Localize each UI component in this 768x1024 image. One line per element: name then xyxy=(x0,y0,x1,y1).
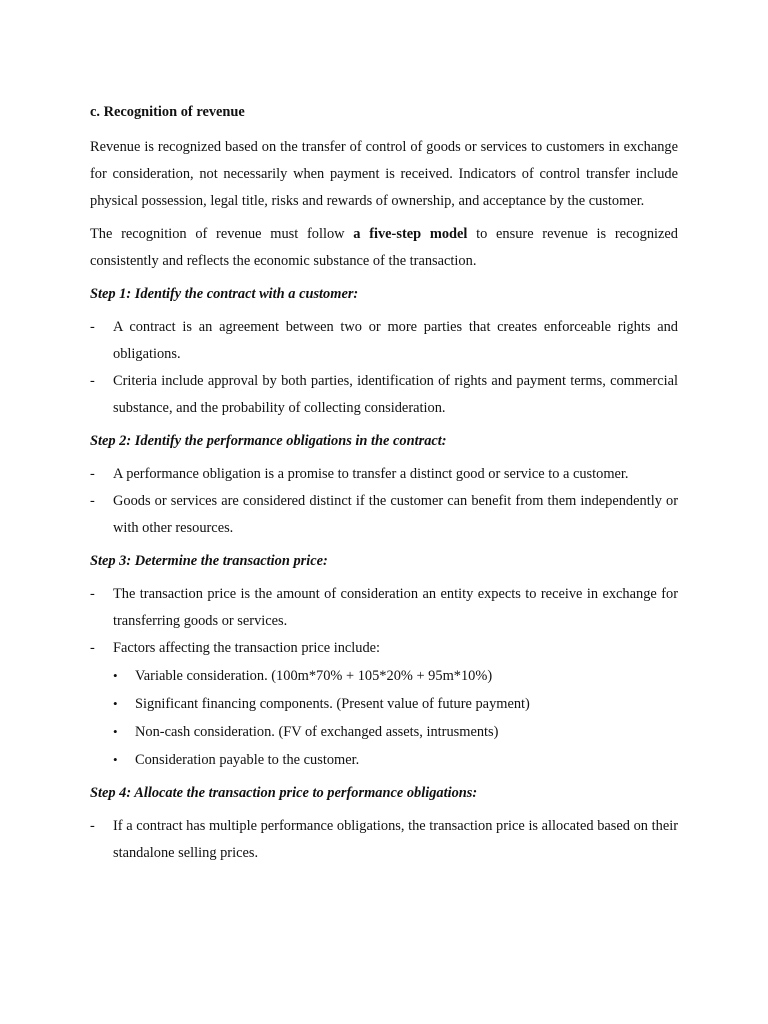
list-item-text: Goods or services are considered distinct if the customer can benefit from them independently or with other resources. xyxy=(113,493,678,536)
bullet-item xyxy=(90,662,678,690)
step-4-title: Step 4: Allocate the transaction price to performance obligations: xyxy=(90,785,478,801)
bullet-item-text: Non-cash consideration. (FV of exchanged assets, intrusments) xyxy=(135,724,499,740)
step-2-list xyxy=(90,461,678,542)
list-item-text: If a contract has multiple performance obligations, the transaction price is allocated based on their standalone selling prices. xyxy=(113,818,678,861)
list-item xyxy=(90,488,678,542)
step-1-list xyxy=(90,314,678,422)
five-step-paragraph xyxy=(90,221,678,275)
bullet-item-text: Consideration payable to the customer. xyxy=(135,752,360,768)
transaction-price-factors-list xyxy=(90,662,678,774)
list-item-text: Factors affecting the transaction price include: xyxy=(113,640,381,656)
five-step-model-emphasis: a five-step model xyxy=(353,226,468,242)
bullet-marker: • xyxy=(113,668,118,683)
section-heading: c. Recognition of revenue xyxy=(90,104,245,120)
dash-marker: - xyxy=(90,818,95,834)
document-page xyxy=(90,99,678,873)
dash-marker: - xyxy=(90,373,95,389)
step-1-title: Step 1: Identify the contract with a customer: xyxy=(90,286,359,302)
list-item-text: The transaction price is the amount of consideration an entity expects to receive in exchange for transferring goods or services. xyxy=(113,586,678,629)
step-3-title: Step 3: Determine the transaction price: xyxy=(90,553,328,569)
list-item xyxy=(90,635,678,774)
bullet-marker: • xyxy=(113,724,118,739)
paragraph-text-after: to ensure revenue is recognized consistently and reflects the economic substance of the transaction. xyxy=(90,226,678,269)
bullet-marker: • xyxy=(113,752,118,767)
step-4-list xyxy=(90,813,678,867)
paragraph-text-before: The recognition of revenue must follow xyxy=(90,226,354,242)
step-3-list xyxy=(90,581,678,774)
list-item xyxy=(90,368,678,422)
bullet-item xyxy=(90,718,678,746)
step-2-title: Step 2: Identify the performance obligations in the contract: xyxy=(90,433,447,449)
list-item-text: Criteria include approval by both parties, identification of rights and payment terms, commercial substance, and the probability of collecting consideration. xyxy=(113,373,678,416)
bullet-item-text: Variable consideration. (100m*70% + 105*20% + 95m*10%) xyxy=(135,668,493,684)
dash-marker: - xyxy=(90,493,95,509)
dash-marker: - xyxy=(90,466,95,482)
bullet-marker: • xyxy=(113,696,118,711)
list-item-text: A contract is an agreement between two or more parties that creates enforceable rights and obligations. xyxy=(113,319,678,362)
list-item-text: A performance obligation is a promise to transfer a distinct good or service to a customer. xyxy=(113,466,629,482)
intro-paragraph: Revenue is recognized based on the transfer of control of goods or services to customers in exchange for consideration, not necessarily when payment is received. Indicators of control transfer include physical possession, legal title, risks and rewards of ownership, and acceptance by the customer. xyxy=(90,139,678,209)
bullet-item xyxy=(90,746,678,774)
list-item xyxy=(90,461,678,488)
bullet-item-text: Significant financing components. (Present value of future payment) xyxy=(135,696,530,712)
list-item xyxy=(90,314,678,368)
list-item xyxy=(90,813,678,867)
dash-marker: - xyxy=(90,586,95,602)
list-item xyxy=(90,581,678,635)
dash-marker: - xyxy=(90,319,95,335)
bullet-item xyxy=(90,690,678,718)
dash-marker: - xyxy=(90,640,95,656)
